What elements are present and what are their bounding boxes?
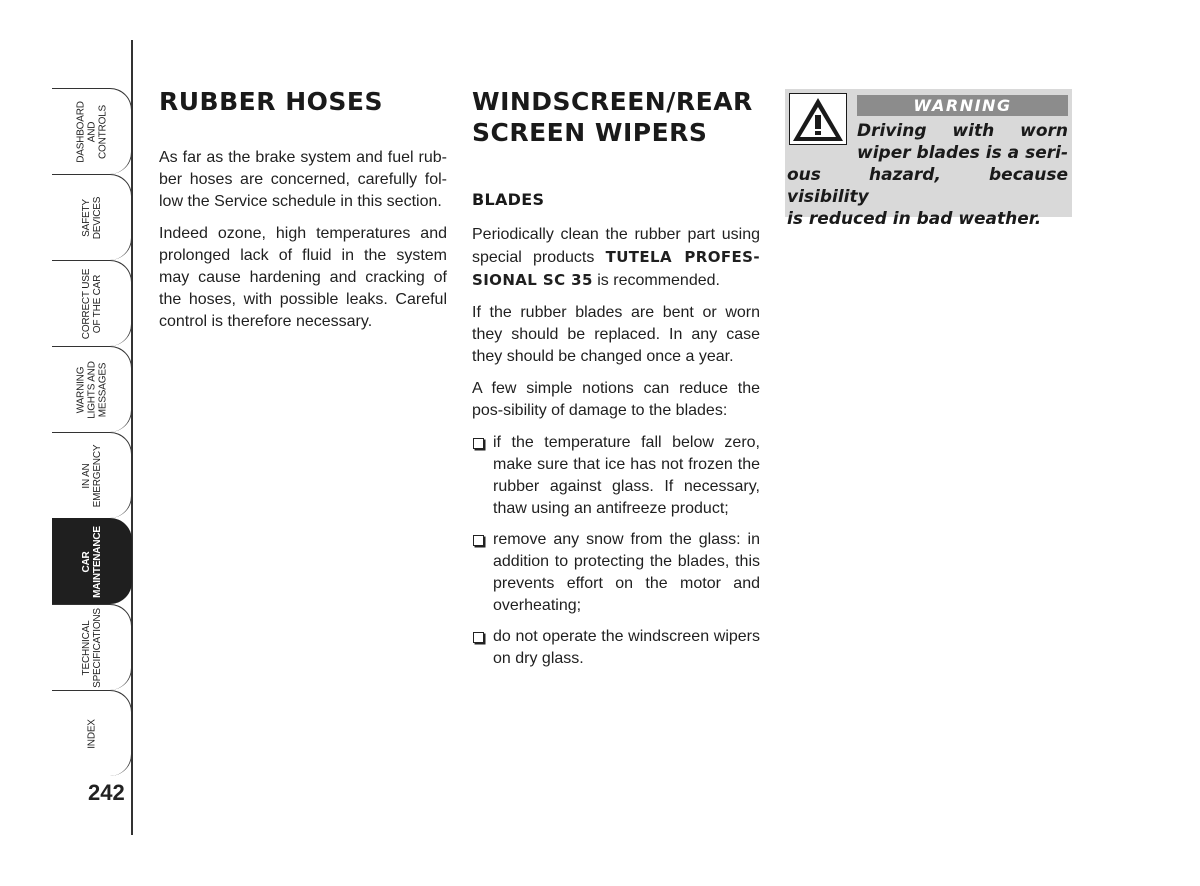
warning-text-line: wiper blades is a seri- <box>857 143 1068 163</box>
blade-care-list <box>472 432 760 670</box>
list-item-text: if the temperature fall below zero, make sure that ice has not frozen the rubber against glass. If necessary, thaw using an antifreeze product; <box>493 434 760 517</box>
product-name: TUTELA PROFES-SIONAL SC 35 <box>472 248 761 289</box>
warning-header: WARNING <box>857 95 1068 116</box>
products-text: Periodically clean the rubber part using special products <box>472 226 760 266</box>
tab-technical-specifications[interactable] <box>52 604 132 690</box>
wipers-paragraph-products <box>472 224 760 292</box>
tab-label: CAR MAINTENANCE <box>80 525 103 598</box>
checkbox-bullet-icon <box>473 632 484 643</box>
tab-label: DASHBOARD AND CONTROLS <box>75 100 108 163</box>
wipers-section <box>472 86 760 679</box>
tab-car-maintenance[interactable] <box>52 518 132 604</box>
wipers-title-line: WINDSCREEN/REAR <box>472 87 753 116</box>
tab-in-an-emergency[interactable] <box>52 432 132 518</box>
tab-label: WARNING LIGHTS AND MESSAGES <box>75 360 108 419</box>
tab-label: IN AN EMERGENCY <box>80 444 103 507</box>
tab-correct-use-of-the-car[interactable] <box>52 260 132 346</box>
rubber-hoses-section <box>159 86 447 333</box>
chapter-sidebar <box>0 0 140 886</box>
list-item <box>472 626 760 670</box>
tab-dashboard-and-controls[interactable] <box>52 88 132 174</box>
page-number: 242 <box>88 780 125 805</box>
blades-subtitle: BLADES <box>472 190 545 209</box>
wipers-paragraph-notions: A few simple notions can reduce the pos-sibility of damage to the blades: <box>472 380 760 419</box>
tab-warning-lights-and-messages[interactable] <box>52 346 132 432</box>
warning-text-line: ous hazard, because visibility <box>787 165 1068 207</box>
warning-text-line: Driving with worn <box>857 121 1068 141</box>
list-item-text: do not operate the windscreen wipers on dry glass. <box>493 628 760 667</box>
warning-text <box>787 120 1068 230</box>
list-item <box>472 529 760 617</box>
tab-label: INDEX <box>86 718 97 749</box>
list-item <box>472 432 760 520</box>
rubber-hoses-title: RUBBER HOSES <box>159 87 383 116</box>
checkbox-bullet-icon <box>473 535 484 546</box>
tab-label: SAFETY DEVICES <box>80 196 103 239</box>
tab-index[interactable] <box>52 690 132 776</box>
warning-box <box>785 89 1072 229</box>
list-item-text: remove any snow from the glass: in addition to protecting the blades, this prevents effort on the motor and overheating; <box>493 531 760 614</box>
tab-label: CORRECT USE OF THE CAR <box>80 268 103 339</box>
wipers-title-line: SCREEN WIPERS <box>472 118 708 147</box>
warning-text-line: is reduced in bad weather. <box>787 209 1042 229</box>
rubber-hoses-paragraph: Indeed ozone, high temperatures and prolonged lack of fluid in the system may cause hardening and cracking of the hoses, with possible leaks. Careful control is therefore necessary. <box>159 225 447 330</box>
tab-label: TECHNICAL SPECIFICATIONS <box>80 607 103 688</box>
products-text-end: is recommended. <box>592 272 720 289</box>
tab-safety-devices[interactable] <box>52 174 132 260</box>
wipers-title <box>472 86 760 148</box>
wipers-paragraph-replace: If the rubber blades are bent or worn they should be replaced. In any case they should be changed once a year. <box>472 304 760 365</box>
rubber-hoses-paragraph: As far as the brake system and fuel rub-ber hoses are concerned, carefully fol-low the Service schedule in this section. <box>159 149 447 210</box>
checkbox-bullet-icon <box>473 438 484 449</box>
